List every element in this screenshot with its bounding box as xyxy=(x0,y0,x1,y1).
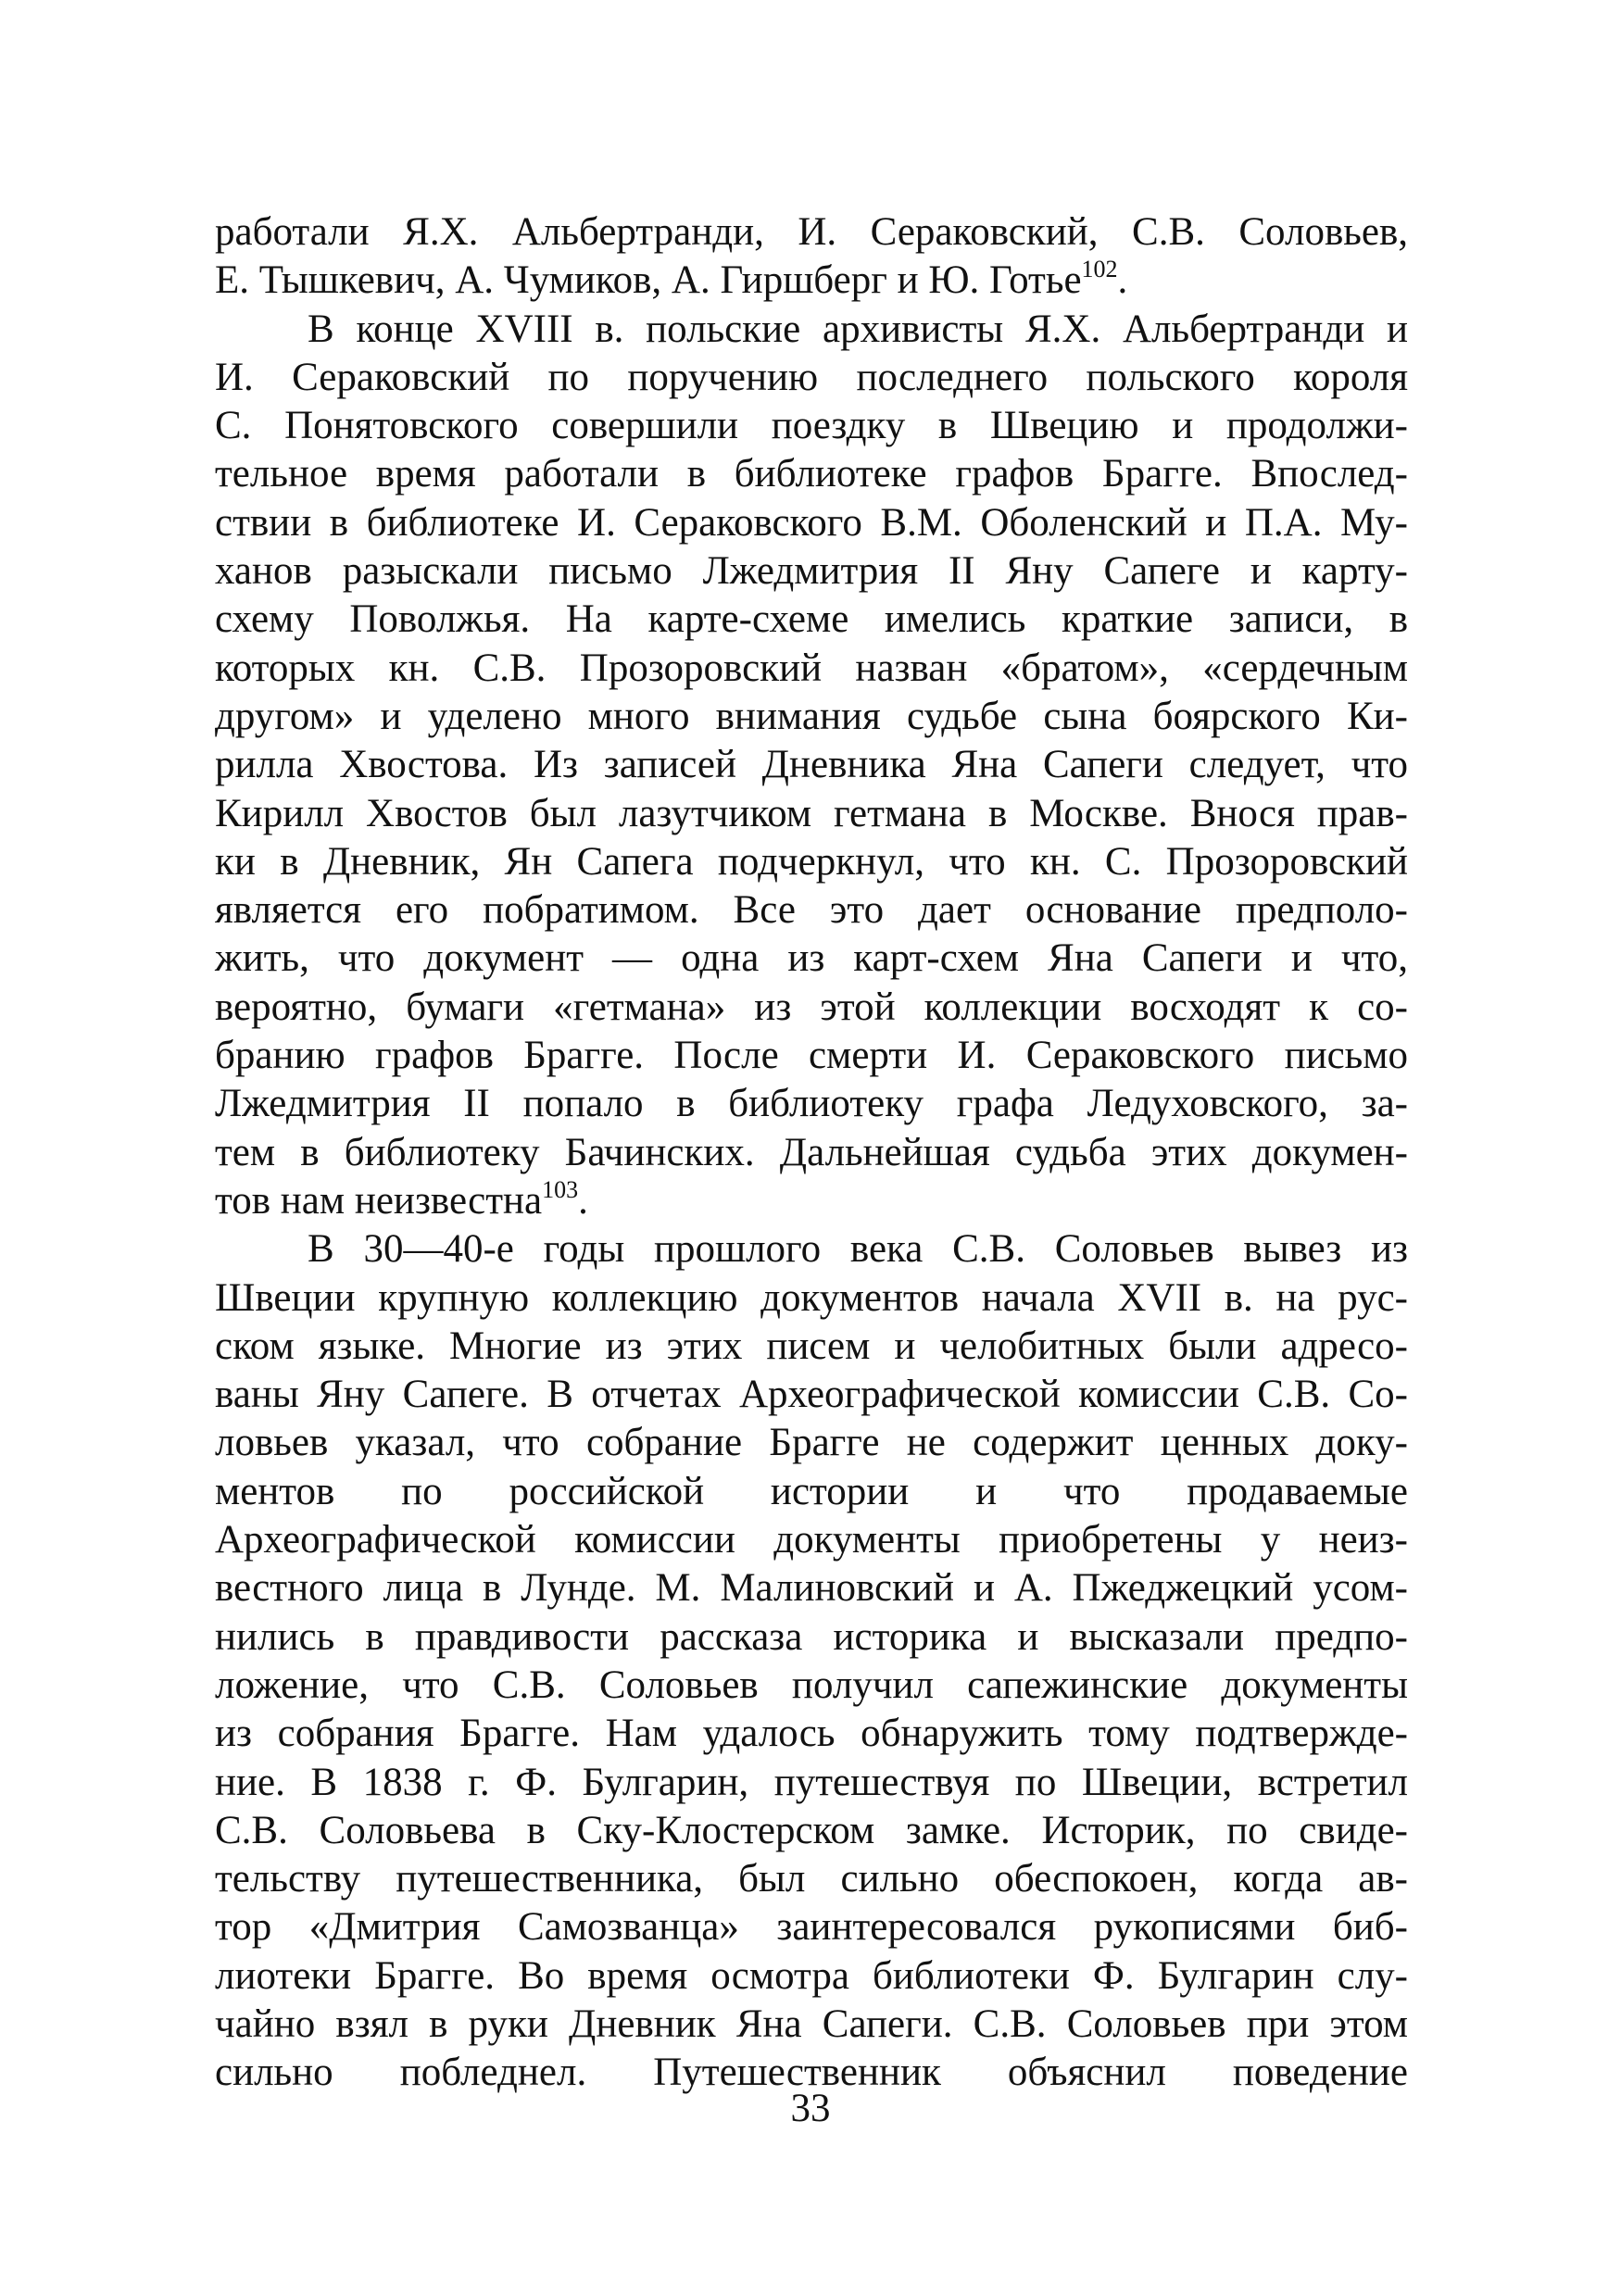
text-line: ки в Дневник, Ян Сапега подчеркнул, что кн. С. Прозоровский xyxy=(215,839,1408,884)
text-line: вероятно, бумаги «гетмана» из этой коллекции восходят к со- xyxy=(215,985,1408,1029)
text-line: ствии в библиотеке И. Сераковского В.М. Оболенский и П.А. Му- xyxy=(215,500,1408,545)
text-line: Е. Тышкевич, А. Чумиков, А. Гиршберг и Ю. Готье$^{102}$. xyxy=(215,256,1128,303)
text-line: В конце XVIII в. польские архивисты Я.Х. Альбертранди и xyxy=(308,307,1408,351)
text-line: ваны Яну Сапеге. В отчетах Археографической комиссии С.В. Со- xyxy=(215,1373,1408,1417)
text-line: тор «Дмитрия Самозванца» заинтересовался рукописями биб- xyxy=(215,1905,1408,1950)
text-line: жить, что документ — одна из карт-схем Яна Сапеги и что, xyxy=(215,936,1408,981)
text-line: рилла Хвостова. Из записей Дневника Яна Сапеги следует, что xyxy=(215,743,1408,787)
text-line: тельное время работали в библиотеке графов Брагге. Впослед- xyxy=(215,452,1408,496)
text-line: лиотеки Брагге. Во время осмотра библиотеки Ф. Булгарин слу- xyxy=(215,1953,1408,1998)
text-line: которых кн. С.В. Прозоровский назван «братом», «сердечным xyxy=(215,646,1408,690)
text-line: бранию графов Брагге. После смерти И. Сераковского письмо xyxy=(215,1034,1408,1078)
text-line: Лжедмитрия II попало в библиотеку графа Ледуховского, за- xyxy=(215,1082,1408,1126)
text-line: из собрания Брагге. Нам удалось обнаружить тому подтвержде- xyxy=(215,1712,1408,1756)
text-line: нились в правдивости рассказа историка и высказали предпо- xyxy=(215,1614,1408,1659)
text-line: сильно побледнел. Путешественник объяснил поведение xyxy=(215,2051,1408,2095)
text-line: работали Я.Х. Альбертранди, И. Сераковский, С.В. Соловьев, xyxy=(215,210,1408,254)
text-line: другом» и уделено много внимания судьбе сына боярского Ки- xyxy=(215,694,1408,738)
text-line: тем в библиотеку Бачинских. Дальнейшая судьба этих докумен- xyxy=(215,1130,1408,1174)
body-text xyxy=(215,208,1408,2098)
text-line: ловьев указал, что собрание Брагге не содержит ценных доку- xyxy=(215,1421,1408,1465)
text-line: ском языке. Многие из этих писем и челобитных были адресо- xyxy=(215,1324,1408,1368)
text-line: ханов разыскали письмо Лжедмитрия II Яну Сапеге и карту- xyxy=(215,549,1408,594)
text-line: ментов по российской истории и что продаваемые xyxy=(215,1469,1408,1513)
page-number: 33 xyxy=(790,2087,831,2130)
text-line: В 30—40-е годы прошлого века С.В. Соловьев вывез из xyxy=(308,1227,1408,1272)
text-line: чайно взял в руки Дневник Яна Сапеги. С.В. Соловьев при этом xyxy=(215,2001,1408,2046)
text-line: Швеции крупную коллекцию документов начала XVII в. на рус- xyxy=(215,1275,1408,1320)
text-line: Археографической комиссии документы приобретены у неиз- xyxy=(215,1518,1408,1562)
text-line: схему Поволжья. На карте-схеме имелись краткие записи, в xyxy=(215,597,1408,642)
footnote-ref[interactable]: 102 xyxy=(1081,256,1118,283)
text-line: является его побратимом. Все это дает основание предполо- xyxy=(215,888,1408,933)
text-line: ложение, что С.В. Соловьев получил сапежинские документы xyxy=(215,1662,1408,1707)
text-line: тов нам неизвестна$^{103}$. xyxy=(215,1175,588,1223)
text-line: вестного лица в Лунде. М. Малиновский и А. Пжеджецкий усом- xyxy=(215,1566,1408,1611)
text-line: И. Сераковский по поручению последнего польского короля xyxy=(215,355,1408,399)
text-line: С.В. Соловьева в Ску-Клостерском замке. Историк, по свиде- xyxy=(215,1808,1408,1852)
text-line: Кирилл Хвостов был лазутчиком гетмана в Москве. Внося прав- xyxy=(215,791,1408,835)
footnote-ref[interactable]: 103 xyxy=(542,1175,579,1203)
text-line: ние. В 1838 г. Ф. Булгарин, путешествуя по Швеции, встретил xyxy=(215,1760,1408,1804)
text-line: С. Понятовского совершили поездку в Швецию и продолжи- xyxy=(215,404,1408,448)
text-line: тельству путешественника, был сильно обеспокоен, когда ав- xyxy=(215,1857,1408,1901)
